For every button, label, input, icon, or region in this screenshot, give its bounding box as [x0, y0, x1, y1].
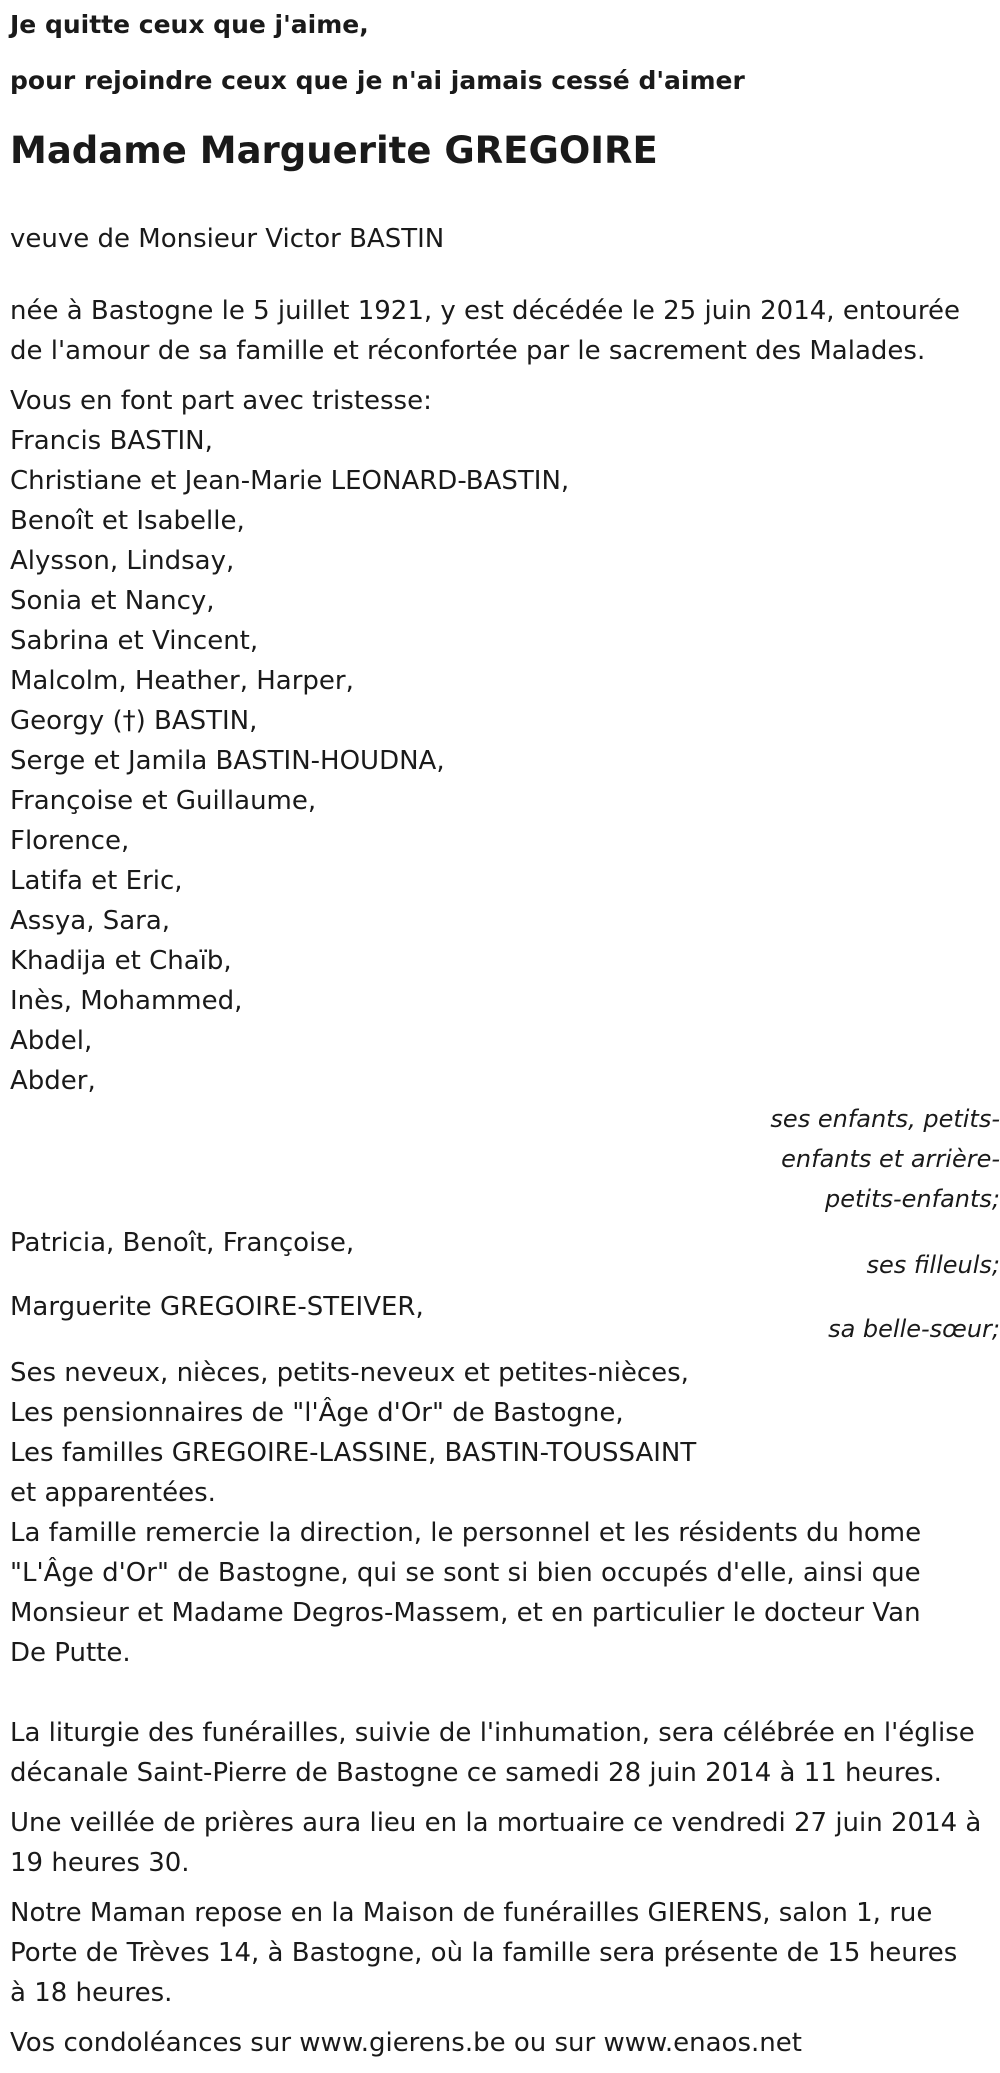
sister-in-law-name: Marguerite GREGOIRE-STEIVER, [10, 1292, 424, 1322]
sister-in-law-row [10, 1287, 1000, 1351]
family-member: Abder, [10, 1066, 96, 1096]
family-member: Malcolm, Heather, Harper, [10, 666, 354, 696]
resting-place-paragraph [10, 1893, 990, 2013]
relation-line: enfants et arrière- [781, 1145, 1000, 1173]
thanks-line: De Putte. [10, 1638, 131, 1668]
thanks-line: Monsieur et Madame Degros-Massem, et en particulier le docteur Van [10, 1598, 921, 1628]
resting-line: Porte de Trèves 14, à Bastogne, où la famille sera présente de 15 heures [10, 1938, 958, 1968]
widow-of: veuve de Monsieur Victor BASTIN [10, 224, 445, 254]
sister-in-law-relation: sa belle-sœur; [828, 1315, 1000, 1343]
family-member: Serge et Jamila BASTIN-HOUDNA, [10, 746, 445, 776]
family-member: Sonia et Nancy, [10, 586, 215, 616]
vigil-line: Une veillée de prières aura lieu en la mortuaire ce vendredi 27 juin 2014 à [10, 1808, 982, 1838]
family-members-list [10, 421, 990, 1101]
birth-death-line: de l'amour de sa famille et réconfortée par le sacrement des Malades. [10, 336, 926, 366]
liturgy-paragraph [10, 1713, 990, 1793]
resting-line: à 18 heures. [10, 1978, 173, 2008]
vigil-line: 19 heures 30. [10, 1848, 190, 1878]
vigil-paragraph [10, 1803, 990, 1883]
birth-death-info [10, 291, 990, 371]
relation-line: petits-enfants; [825, 1185, 1000, 1213]
thanks-line: "L'Âge d'Or" de Bastogne, qui se sont si bien occupés d'elle, ainsi que [10, 1558, 921, 1588]
family-member: Sabrina et Vincent, [10, 626, 259, 656]
godchildren-names: Patricia, Benoît, Françoise, [10, 1228, 355, 1258]
epigraph-line-1: Je quitte ceux que j'aime, [10, 10, 369, 39]
family-member: Georgy (†) BASTIN, [10, 706, 258, 736]
thanks-paragraph [10, 1513, 990, 1673]
epigraph-line-2: pour rejoindre ceux que je n'ai jamais cessé d'aimer [10, 66, 745, 95]
family-member: Abdel, [10, 1026, 93, 1056]
family-member: Inès, Mohammed, [10, 986, 243, 1016]
other-relatives [10, 1353, 990, 1513]
liturgy-line: La liturgie des funérailles, suivie de l'inhumation, sera célébrée en l'église [10, 1718, 975, 1748]
resting-line: Notre Maman repose en la Maison de funérailles GIERENS, salon 1, rue [10, 1898, 933, 1928]
other-relatives-line: Les pensionnaires de "l'Âge d'Or" de Bastogne, [10, 1398, 624, 1428]
family-member: Assya, Sara, [10, 906, 171, 936]
liturgy-line: décanale Saint-Pierre de Bastogne ce samedi 28 juin 2014 à 11 heures. [10, 1758, 942, 1788]
condolences-line: Vos condoléances sur www.gierens.be ou sur www.enaos.net [10, 2028, 802, 2058]
family-member: Christiane et Jean-Marie LEONARD-BASTIN, [10, 466, 570, 496]
children-relation [10, 1099, 1000, 1219]
family-member: Francis BASTIN, [10, 426, 213, 456]
relation-line: ses enfants, petits- [770, 1105, 1000, 1133]
other-relatives-line: et apparentées. [10, 1478, 216, 1508]
family-member: Latifa et Eric, [10, 866, 183, 896]
other-relatives-line: Ses neveux, nièces, petits-neveux et petites-nièces, [10, 1358, 689, 1388]
announcement-intro: Vous en font part avec tristesse: [10, 386, 432, 416]
godchildren-relation: ses filleuls; [866, 1251, 1000, 1279]
deceased-name: Madame Marguerite GREGOIRE [10, 129, 658, 172]
family-member: Françoise et Guillaume, [10, 786, 317, 816]
family-member: Khadija et Chaïb, [10, 946, 232, 976]
thanks-line: La famille remercie la direction, le personnel et les résidents du home [10, 1518, 922, 1548]
birth-death-line: née à Bastogne le 5 juillet 1921, y est décédée le 25 juin 2014, entourée [10, 296, 960, 326]
godchildren-row [10, 1223, 1000, 1287]
obituary-page [0, 8, 1000, 2073]
family-member: Alysson, Lindsay, [10, 546, 235, 576]
other-relatives-line: Les familles GREGOIRE-LASSINE, BASTIN-TOUSSAINT [10, 1438, 697, 1468]
family-member: Florence, [10, 826, 130, 856]
family-member: Benoît et Isabelle, [10, 506, 245, 536]
